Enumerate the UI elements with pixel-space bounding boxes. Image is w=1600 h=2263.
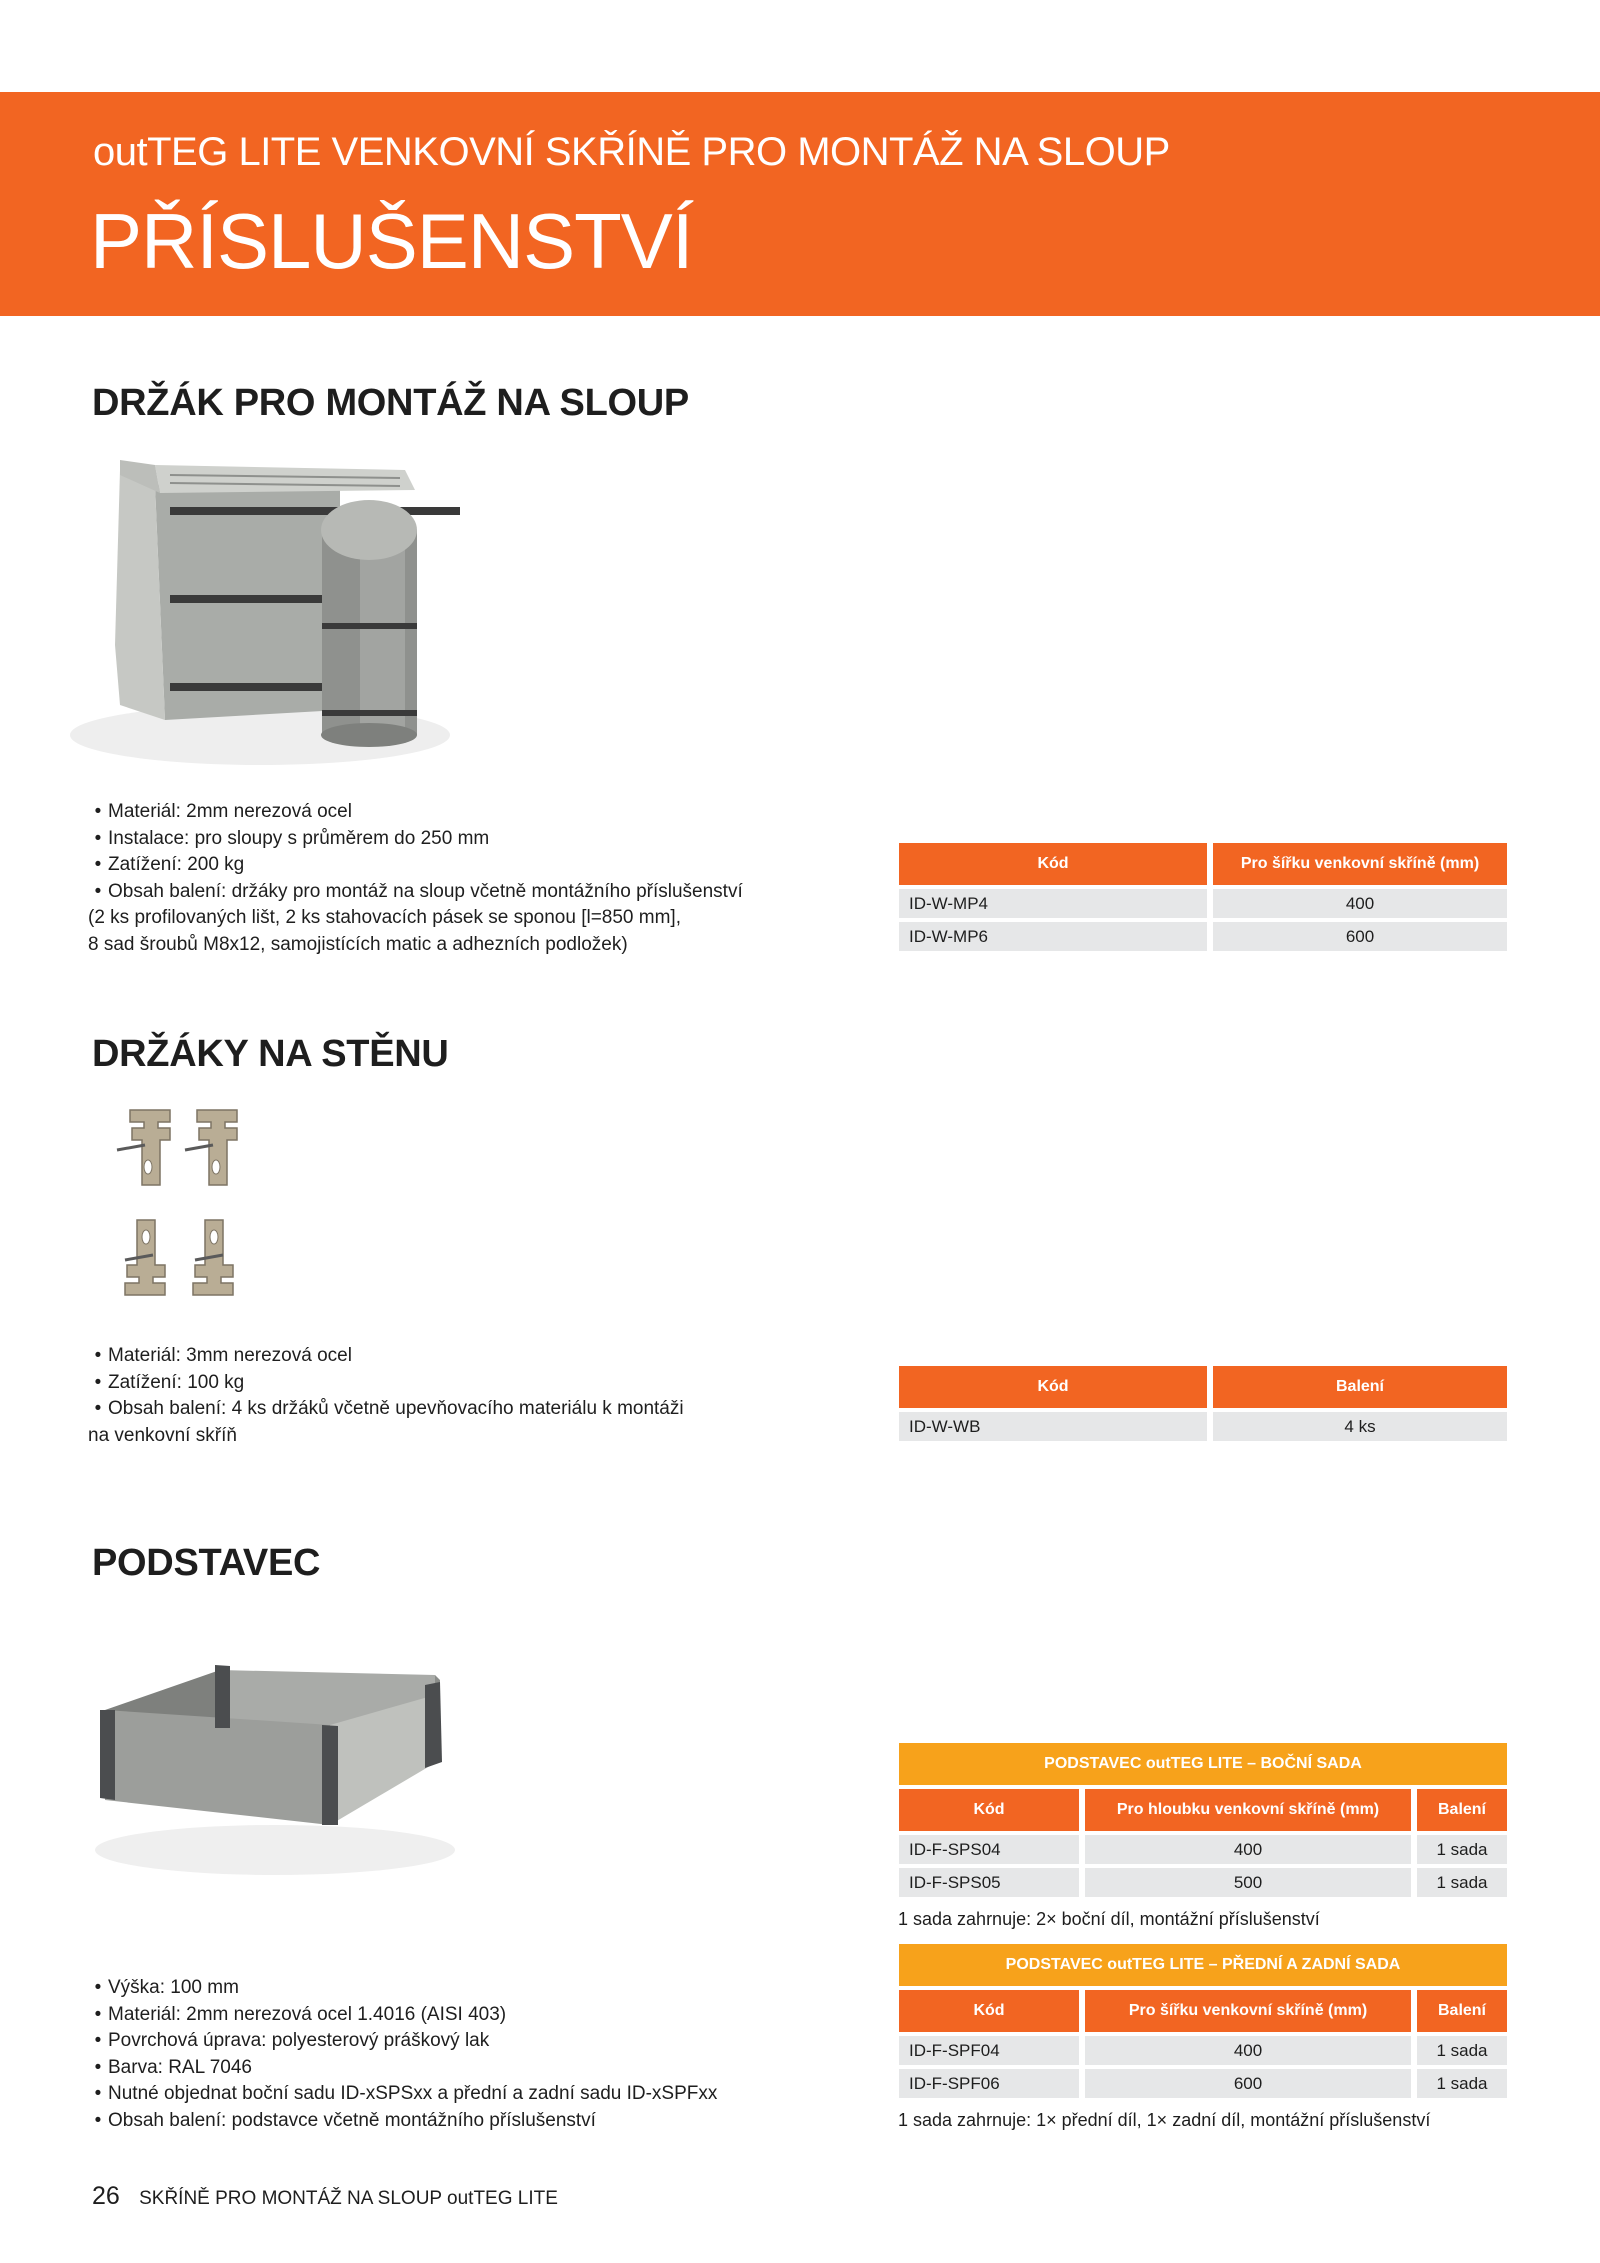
section-heading-plinth: PODSTAVEC — [92, 1542, 321, 1584]
column-header: Balení — [1417, 1789, 1507, 1835]
list-item: • Obsah balení: držáky pro montáž na sloup včetně montážního příslušenství (2 ks profilovaných lišt, 2 ks stahovacích pásek se sponou [l=850 mm], 8 sad šroubů M8x12, samojistících matic a adhezních podložek) — [88, 879, 743, 959]
table-caption: PODSTAVEC outTEG LITE – BOČNÍ SADA — [899, 1743, 1507, 1789]
column-header: Kód — [899, 1990, 1079, 2036]
header-subtitle: outTEG LITE VENKOVNÍ SKŘÍNĚ PRO MONTÁŽ NA SLOUP — [93, 130, 1170, 174]
column-header: Balení — [1417, 1990, 1507, 2036]
section-heading-wall-brackets: DRŽÁKY NA STĚNU — [92, 1033, 449, 1075]
section-heading-pole-mount: DRŽÁK PRO MONTÁŽ NA SLOUP — [92, 382, 689, 424]
column-header: Pro hloubku venkovní skříně (mm) — [1085, 1789, 1411, 1835]
table-row: ID-F-SPF06 600 1 sada — [899, 2069, 1507, 2102]
list-item: • Materiál: 2mm nerezová ocel — [88, 799, 743, 826]
column-header: Kód — [899, 1789, 1079, 1835]
list-item: • Instalace: pro sloupy s průměrem do 250 mm — [88, 826, 743, 853]
footer-text: SKŘÍNĚ PRO MONTÁŽ NA SLOUP outTEG LITE — [139, 2188, 558, 2209]
list-item: • Materiál: 2mm nerezová ocel 1.4016 (AISI 403) — [88, 2002, 717, 2029]
plinth-image — [90, 1650, 460, 1880]
pole-mount-table — [893, 843, 1513, 955]
table-row: ID-F-SPS04 400 1 sada — [899, 1835, 1507, 1868]
header-banner — [0, 92, 1600, 316]
column-header: Pro šířku venkovní skříně (mm) — [1213, 843, 1507, 889]
plinth-side-table — [893, 1743, 1513, 1901]
wall-brackets-features — [88, 1343, 684, 1449]
column-header: Kód — [899, 843, 1207, 889]
plinth-front-table — [893, 1944, 1513, 2102]
page-number: 26 — [92, 2182, 120, 2210]
table-row: ID-W-MP6 600 — [899, 922, 1507, 955]
table-row: ID-W-WB 4 ks — [899, 1412, 1507, 1445]
table-row: ID-W-MP4 400 — [899, 889, 1507, 922]
page-title: PŘÍSLUŠENSTVÍ — [90, 197, 693, 285]
table-row: ID-F-SPF04 400 1 sada — [899, 2036, 1507, 2069]
column-header: Kód — [899, 1366, 1207, 1412]
pole-mount-features — [88, 799, 743, 958]
list-item: • Materiál: 3mm nerezová ocel — [88, 1343, 684, 1370]
column-header: Balení — [1213, 1366, 1507, 1412]
page-footer — [92, 2182, 558, 2211]
wall-brackets-image — [115, 1105, 260, 1305]
list-item: • Zatížení: 100 kg — [88, 1370, 684, 1397]
plinth-front-note: 1 sada zahrnuje: 1× přední díl, 1× zadní díl, montážní příslušenství — [898, 2110, 1431, 2130]
table-row: ID-F-SPS05 500 1 sada — [899, 1868, 1507, 1901]
list-item: • Povrchová úprava: polyesterový práškový lak — [88, 2028, 717, 2055]
list-item: • Obsah balení: podstavce včetně montážního příslušenství — [88, 2108, 717, 2135]
column-header: Pro šířku venkovní skříně (mm) — [1085, 1990, 1411, 2036]
list-item: • Nutné objednat boční sadu ID-xSPSxx a přední a zadní sadu ID-xSPFxx — [88, 2081, 717, 2108]
table-caption: PODSTAVEC outTEG LITE – PŘEDNÍ A ZADNÍ SADA — [899, 1944, 1507, 1990]
wall-brackets-table — [893, 1366, 1513, 1445]
pole-mount-bracket-image — [60, 445, 460, 775]
list-item: • Obsah balení: 4 ks držáků včetně upevňovacího materiálu k montáži na venkovní skříň — [88, 1396, 684, 1449]
plinth-side-note: 1 sada zahrnuje: 2× boční díl, montážní příslušenství — [898, 1909, 1320, 1929]
list-item: • Barva: RAL 7046 — [88, 2055, 717, 2082]
list-item: • Výška: 100 mm — [88, 1975, 717, 2002]
list-item: • Zatížení: 200 kg — [88, 852, 743, 879]
plinth-features — [88, 1975, 717, 2134]
